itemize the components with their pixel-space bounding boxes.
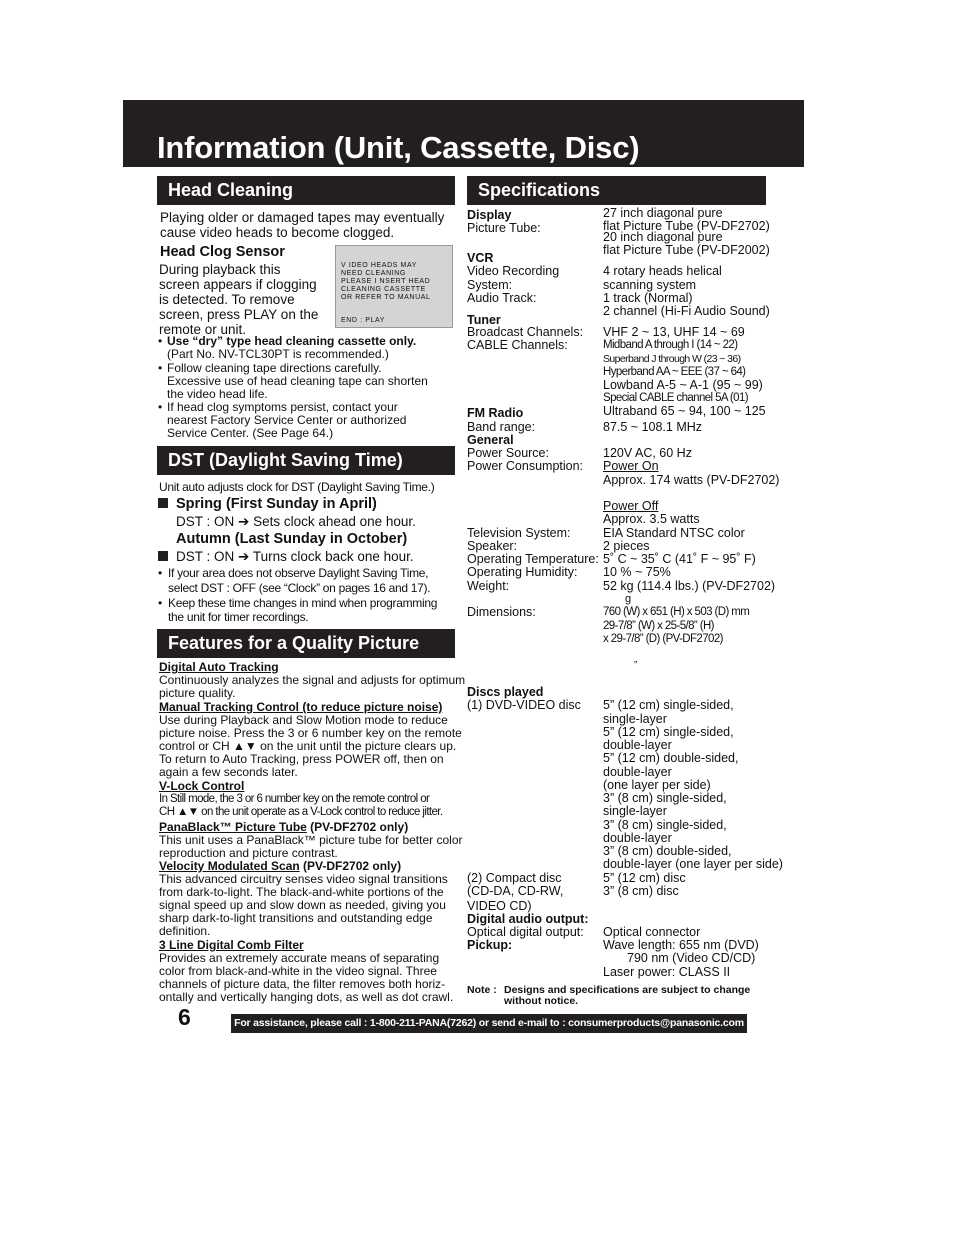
- autumn-heading: Autumn (Last Sunday in October): [176, 531, 408, 547]
- spec-label: Digital audio output:: [467, 912, 589, 926]
- spec-value: flat Picture Tube (PV-DF2702): [603, 219, 770, 233]
- bullet-dot: •: [158, 596, 163, 610]
- screen-line: CLEANING CASSETTE: [341, 286, 426, 293]
- feature-suffix: (PV-DF2702 only): [299, 859, 402, 873]
- feature-line: This advanced circuitry senses video signal transitions: [159, 872, 448, 886]
- feature-line: Provides an extremely accurate means of separating: [159, 951, 440, 965]
- spec-label: (2) Compact disc: [467, 871, 562, 885]
- spec-value: 3” (8 cm) single-sided,: [603, 818, 727, 832]
- spec-value: 790 nm (Video CD/CD): [627, 951, 756, 965]
- spec-value: Ultraband 65 ~ 94, 100 ~ 125: [603, 404, 766, 418]
- screen-line: END : PLAY: [341, 317, 385, 324]
- head-cleaning-heading: Head Cleaning: [157, 176, 455, 205]
- feature-suffix: (PV-DF2702 only): [306, 820, 409, 834]
- spec-value: Laser power: CLASS II: [603, 965, 731, 979]
- cleaning-bullet-1-bold: Use “dry” type head cleaning cassette only.: [167, 334, 417, 348]
- spec-value: 27 inch diagonal pure: [603, 206, 723, 220]
- spec-value: 3” (8 cm) double-sided,: [603, 844, 732, 858]
- spec-label: General: [467, 433, 514, 447]
- spec-value: Superband J through W (23 ~ 36): [603, 353, 741, 365]
- spec-value: double-layer (one layer per side): [603, 857, 783, 871]
- head-clog-screen-image: [335, 245, 453, 328]
- dst-heading: DST (Daylight Saving Time): [157, 446, 455, 475]
- spec-value: 20 inch diagonal pure: [603, 230, 723, 244]
- screen-line: PLEASE I NSERT HEAD: [341, 278, 431, 285]
- bullet-dot: •: [158, 361, 163, 375]
- spec-value: Approx. 3.5 watts: [603, 512, 700, 526]
- feature-line: definition.: [159, 924, 211, 938]
- spec-value: 5˚ C ~ 35˚ C (41˚ F ~ 95˚ F): [603, 552, 756, 566]
- feature-title-panablack: PanaBlack™ Picture Tube: [159, 820, 307, 834]
- spec-value: x 29-7/8” (D) (PV-DF2702): [603, 633, 723, 645]
- spec-value: Optical connector: [603, 925, 701, 939]
- sensor-text-4: screen, press PLAY on the: [159, 307, 319, 322]
- spec-value: Special CABLE channel 5A (01): [603, 392, 748, 404]
- spec-label: Band range:: [467, 420, 536, 434]
- spec-label: Power Consumption:: [467, 459, 584, 473]
- feature-title-v-lock: V-Lock Control: [159, 779, 245, 793]
- cleaning-bullet-2-line: Excessive use of head cleaning tape can shorten: [167, 374, 428, 388]
- features-heading: Features for a Quality Picture: [157, 629, 455, 658]
- feature-line: ontally and vertically hanging dots, as well as dot crawl.: [159, 990, 454, 1004]
- spec-value: double-layer: [603, 738, 672, 752]
- spec-label: Display: [467, 208, 512, 222]
- spec-label: System:: [467, 278, 513, 292]
- spring-text: DST : ON ➔ Sets clock ahead one hour.: [176, 514, 416, 529]
- screen-line: NEED CLEANING: [341, 270, 406, 277]
- spec-value: 5” (12 cm) disc: [603, 871, 686, 885]
- bullet-dot: •: [158, 566, 163, 580]
- head-clog-sensor-heading: Head Clog Sensor: [160, 244, 285, 260]
- sensor-text-1: During playback this: [159, 262, 281, 277]
- sensor-text-5: remote or unit.: [159, 322, 247, 337]
- spec-label: Operating Temperature:: [467, 552, 599, 566]
- spec-value: Midband A through I (14 ~ 22): [603, 339, 738, 351]
- spec-value: 120V AC, 60 Hz: [603, 446, 692, 460]
- square-bullet-icon: [158, 551, 168, 561]
- dst-spring-row: [158, 496, 377, 512]
- spec-value: Wave length: 655 nm (DVD): [603, 938, 759, 952]
- spec-label: Optical digital output:: [467, 925, 584, 939]
- spec-label: Audio Track:: [467, 291, 537, 305]
- feature-line: Continuously analyzes the signal and adjusts for optimum: [159, 673, 466, 687]
- feature-title-velocity: Velocity Modulated Scan: [159, 859, 300, 873]
- page-title: Information (Unit, Cassette, Disc): [157, 130, 640, 165]
- spec-value: 87.5 ~ 108.1 MHz: [603, 420, 703, 434]
- dst-intro: Unit auto adjusts clock for DST (Daylight Saving Time.): [159, 480, 435, 494]
- spec-value: 2 channel (Hi-Fi Audio Sound): [603, 304, 770, 318]
- screen-line: V IDEO HEADS MAY: [341, 262, 417, 269]
- feature-line: color from black-and-white in the video signal. Three: [159, 964, 437, 978]
- dst-bullet-1-line: If your area does not observe Daylight Saving Time,: [168, 566, 429, 580]
- spec-value: 52 kg (114.4 lbs.) (PV-DF2702): [603, 579, 776, 593]
- spec-label: Broadcast Channels:: [467, 325, 584, 339]
- sensor-text-3: is detected. To remove: [159, 292, 295, 307]
- spec-label: Power Source:: [467, 446, 549, 460]
- feature-line: picture quality.: [159, 686, 236, 700]
- feature-line: again a few seconds later.: [159, 765, 298, 779]
- note-label: Note :: [467, 984, 497, 996]
- spec-value: 3” (8 cm) single-sided,: [603, 791, 727, 805]
- spec-value: 1 track (Normal): [603, 291, 693, 305]
- spec-value: EIA Standard NTSC color: [603, 526, 745, 540]
- spec-label: (CD-DA, CD-RW,: [467, 884, 564, 898]
- dst-bullet-2-line: Keep these time changes in mind when programming: [168, 596, 438, 610]
- feature-line: To return to Auto Tracking, press POWER off, then on: [159, 752, 444, 766]
- spec-label: Tuner: [467, 313, 501, 327]
- feature-line: signal speed up and slow down as needed, giving you: [159, 898, 446, 912]
- head-cleaning-intro-1: Playing older or damaged tapes may eventually: [160, 210, 445, 225]
- spec-value: 3” (8 cm) disc: [603, 884, 679, 898]
- spec-value: Lowband A-5 ~ A-1 (95 ~ 99): [603, 378, 763, 392]
- spec-value: ”: [634, 660, 638, 671]
- spec-value: VHF 2 ~ 13, UHF 14 ~ 69: [603, 325, 745, 339]
- spec-value: 5” (12 cm) double-sided,: [603, 751, 739, 765]
- spec-value: Power On: [603, 459, 659, 473]
- bullet-dot: •: [158, 400, 163, 414]
- feature-line: sharp dark-to-light transitions and outstanding edge: [159, 911, 433, 925]
- feature-line: from dark-to-light. The black-and-white portions of the: [159, 885, 444, 899]
- square-bullet-icon: [158, 498, 168, 508]
- spec-label: VIDEO CD): [467, 899, 532, 913]
- specifications-heading: Specifications: [467, 176, 766, 205]
- feature-line: CH ▲▼ on the unit operate as a V-Lock control to reduce jitter.: [159, 806, 443, 818]
- spec-label: (1) DVD-VIDEO disc: [467, 698, 581, 712]
- feature-title-auto-tracking: Digital Auto Tracking: [159, 660, 279, 674]
- spec-value: 5” (12 cm) single-sided,: [603, 725, 734, 739]
- feature-line: picture noise. Press the 3 or 6 number key on the remote: [159, 726, 462, 740]
- spec-label: Video Recording: [467, 264, 560, 278]
- spec-label: FM Radio: [467, 406, 524, 420]
- feature-line: This unit uses a PanaBlack™ picture tube for better color: [159, 833, 463, 847]
- feature-line: Use during Playback and Slow Motion mode to reduce: [159, 713, 448, 727]
- page-number: 6: [178, 1004, 191, 1030]
- cleaning-bullet-3-line: Service Center. (See Page 64.): [167, 426, 334, 440]
- spec-label: Picture Tube:: [467, 221, 541, 235]
- spec-label: Pickup:: [467, 938, 513, 952]
- note-line: Designs and specifications are subject to change: [504, 984, 751, 996]
- spec-value: g: [625, 593, 632, 605]
- spec-label: VCR: [467, 251, 494, 265]
- spec-value: double-layer: [603, 765, 672, 779]
- spec-value: scanning system: [603, 278, 697, 292]
- assistance-bar: For assistance, please call : 1-800-211-PANA(7262) or send e-mail to : consumerproducts@panasonic.com: [231, 1014, 747, 1033]
- head-cleaning-intro-2: cause video heads to become clogged.: [160, 225, 395, 240]
- screen-line: OR REFER TO MANUAL: [341, 294, 431, 301]
- spec-value: single-layer: [603, 712, 667, 726]
- spec-label: Television System:: [467, 526, 571, 540]
- spec-label: Dimensions:: [467, 605, 536, 619]
- spec-value: 29-7/8” (W) x 25-5/8” (H): [603, 620, 714, 632]
- feature-title-comb-filter: 3 Line Digital Comb Filter: [159, 938, 304, 952]
- dst-bullet-1-line: select DST : OFF (see “Clock” on pages 16 and 17).: [168, 581, 431, 595]
- spec-label: Operating Humidity:: [467, 565, 578, 579]
- autumn-text: DST : ON ➔ Turns clock back one hour.: [176, 549, 414, 564]
- spec-value: 2 pieces: [603, 539, 650, 553]
- feature-line: channels of picture data, the filter removes both horiz-: [159, 977, 446, 991]
- cleaning-bullet-2-line: Follow cleaning tape directions carefully.: [167, 361, 382, 375]
- cleaning-bullet-3-line: nearest Factory Service Center or authorized: [167, 413, 407, 427]
- spec-value: single-layer: [603, 804, 667, 818]
- feature-line: In Still mode, the 3 or 6 number key on the remote control or: [159, 793, 430, 805]
- feature-line: control or CH ▲▼ on the unit until the picture clears up.: [159, 739, 457, 753]
- sensor-text-2: screen appears if clogging: [159, 277, 317, 292]
- spec-label: Speaker:: [467, 539, 518, 553]
- spec-value: Hyperband AA ~ EEE (37 ~ 64): [603, 366, 746, 378]
- bullet-dot: •: [158, 334, 163, 348]
- spec-label: Weight:: [467, 579, 510, 593]
- note-line: without notice.: [504, 995, 579, 1007]
- spec-value: 760 (W) x 651 (H) x 503 (D) mm: [603, 606, 750, 618]
- spec-label: CABLE Channels:: [467, 338, 568, 352]
- spring-heading: Spring (First Sunday in April): [176, 496, 377, 512]
- feature-line: reproduction and picture contrast.: [159, 846, 338, 860]
- cleaning-bullet-2-line: the video head life.: [167, 387, 268, 401]
- dst-bullet-2-line: the unit for timer recordings.: [168, 610, 309, 624]
- spec-value: Approx. 174 watts (PV-DF2702): [603, 473, 780, 487]
- dst-autumn-row: [158, 549, 414, 564]
- spec-value: flat Picture Tube (PV-DF2002): [603, 243, 770, 257]
- spec-value: (one layer per side): [603, 778, 711, 792]
- feature-title-manual-tracking: Manual Tracking Control (to reduce picture noise): [159, 700, 443, 714]
- cleaning-bullet-1-line: (Part No. NV-TCL30PT is recommended.): [167, 347, 389, 361]
- spec-value: 4 rotary heads helical: [603, 264, 722, 278]
- cleaning-bullet-3-line: If head clog symptoms persist, contact your: [167, 400, 398, 414]
- spec-value: Power Off: [603, 499, 659, 513]
- spec-label: Discs played: [467, 685, 544, 699]
- spec-value: double-layer: [603, 831, 672, 845]
- title-banner: [123, 100, 804, 167]
- spec-value: 5” (12 cm) single-sided,: [603, 698, 734, 712]
- spec-value: 10 % ~ 75%: [603, 565, 671, 579]
